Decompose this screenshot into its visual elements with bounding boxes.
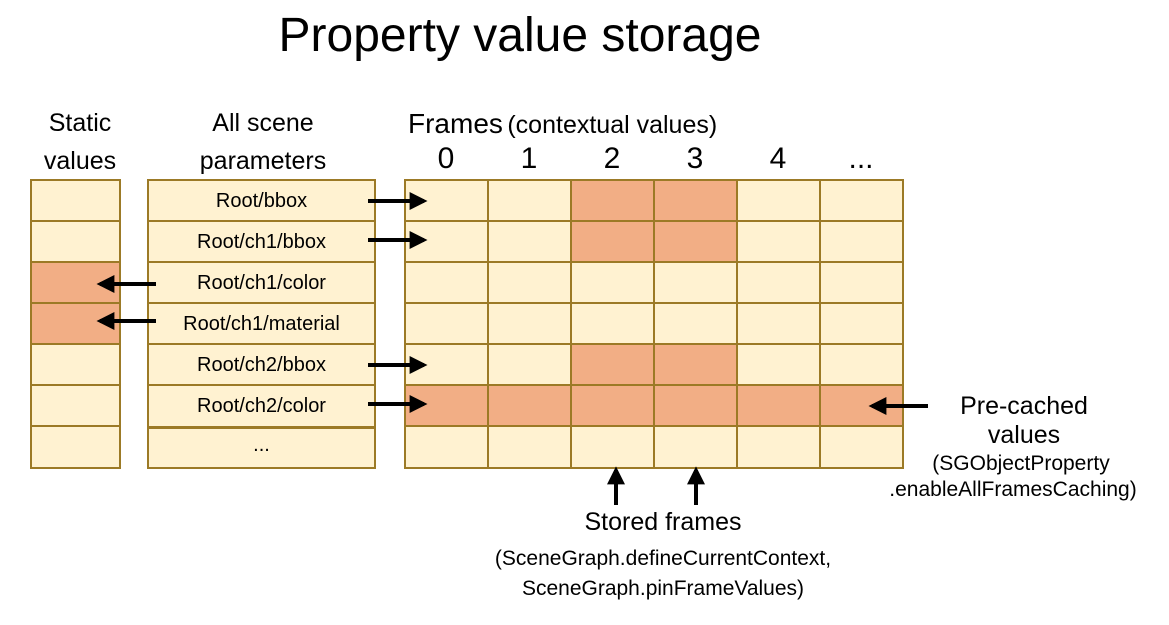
frame-number: 3	[686, 142, 704, 175]
parameter-row: Root/ch1/material	[147, 302, 376, 346]
params-header-line1: All scene	[212, 109, 314, 137]
frame-number: 4	[769, 142, 787, 175]
frame-number: 0	[437, 142, 455, 175]
frame-number: 1	[520, 142, 538, 175]
stored-line3: SceneGraph.pinFrameValues)	[521, 577, 805, 600]
parameter-row: ...	[147, 427, 376, 469]
parameter-row: Root/ch2/color	[147, 384, 376, 428]
page-title: Property value storage	[278, 9, 762, 62]
frames-header-subtitle: (contextual values)	[507, 111, 718, 139]
parameter-row: Root/bbox	[147, 179, 376, 223]
parameter-row: Root/ch1/color	[147, 261, 376, 305]
frame-number: 2	[603, 142, 621, 175]
parameter-row: Root/ch1/bbox	[147, 220, 376, 264]
precached-line3: (SGObjectProperty	[932, 452, 1110, 475]
frames-header-title: Frames	[408, 108, 503, 139]
stored-line2: (SceneGraph.defineCurrentContext,	[494, 547, 832, 570]
static-header-line2: values	[43, 147, 117, 175]
precached-line1: Pre-cached	[960, 392, 1088, 420]
stored-line1: Stored frames	[584, 508, 742, 536]
params-header-line2: parameters	[199, 147, 327, 175]
precached-line4: .enableAllFramesCaching)	[889, 478, 1137, 501]
frame-number: ...	[848, 142, 874, 175]
precached-line2: values	[987, 421, 1061, 449]
static-header-line1: Static	[48, 109, 112, 137]
parameter-row: Root/ch2/bbox	[147, 343, 376, 387]
